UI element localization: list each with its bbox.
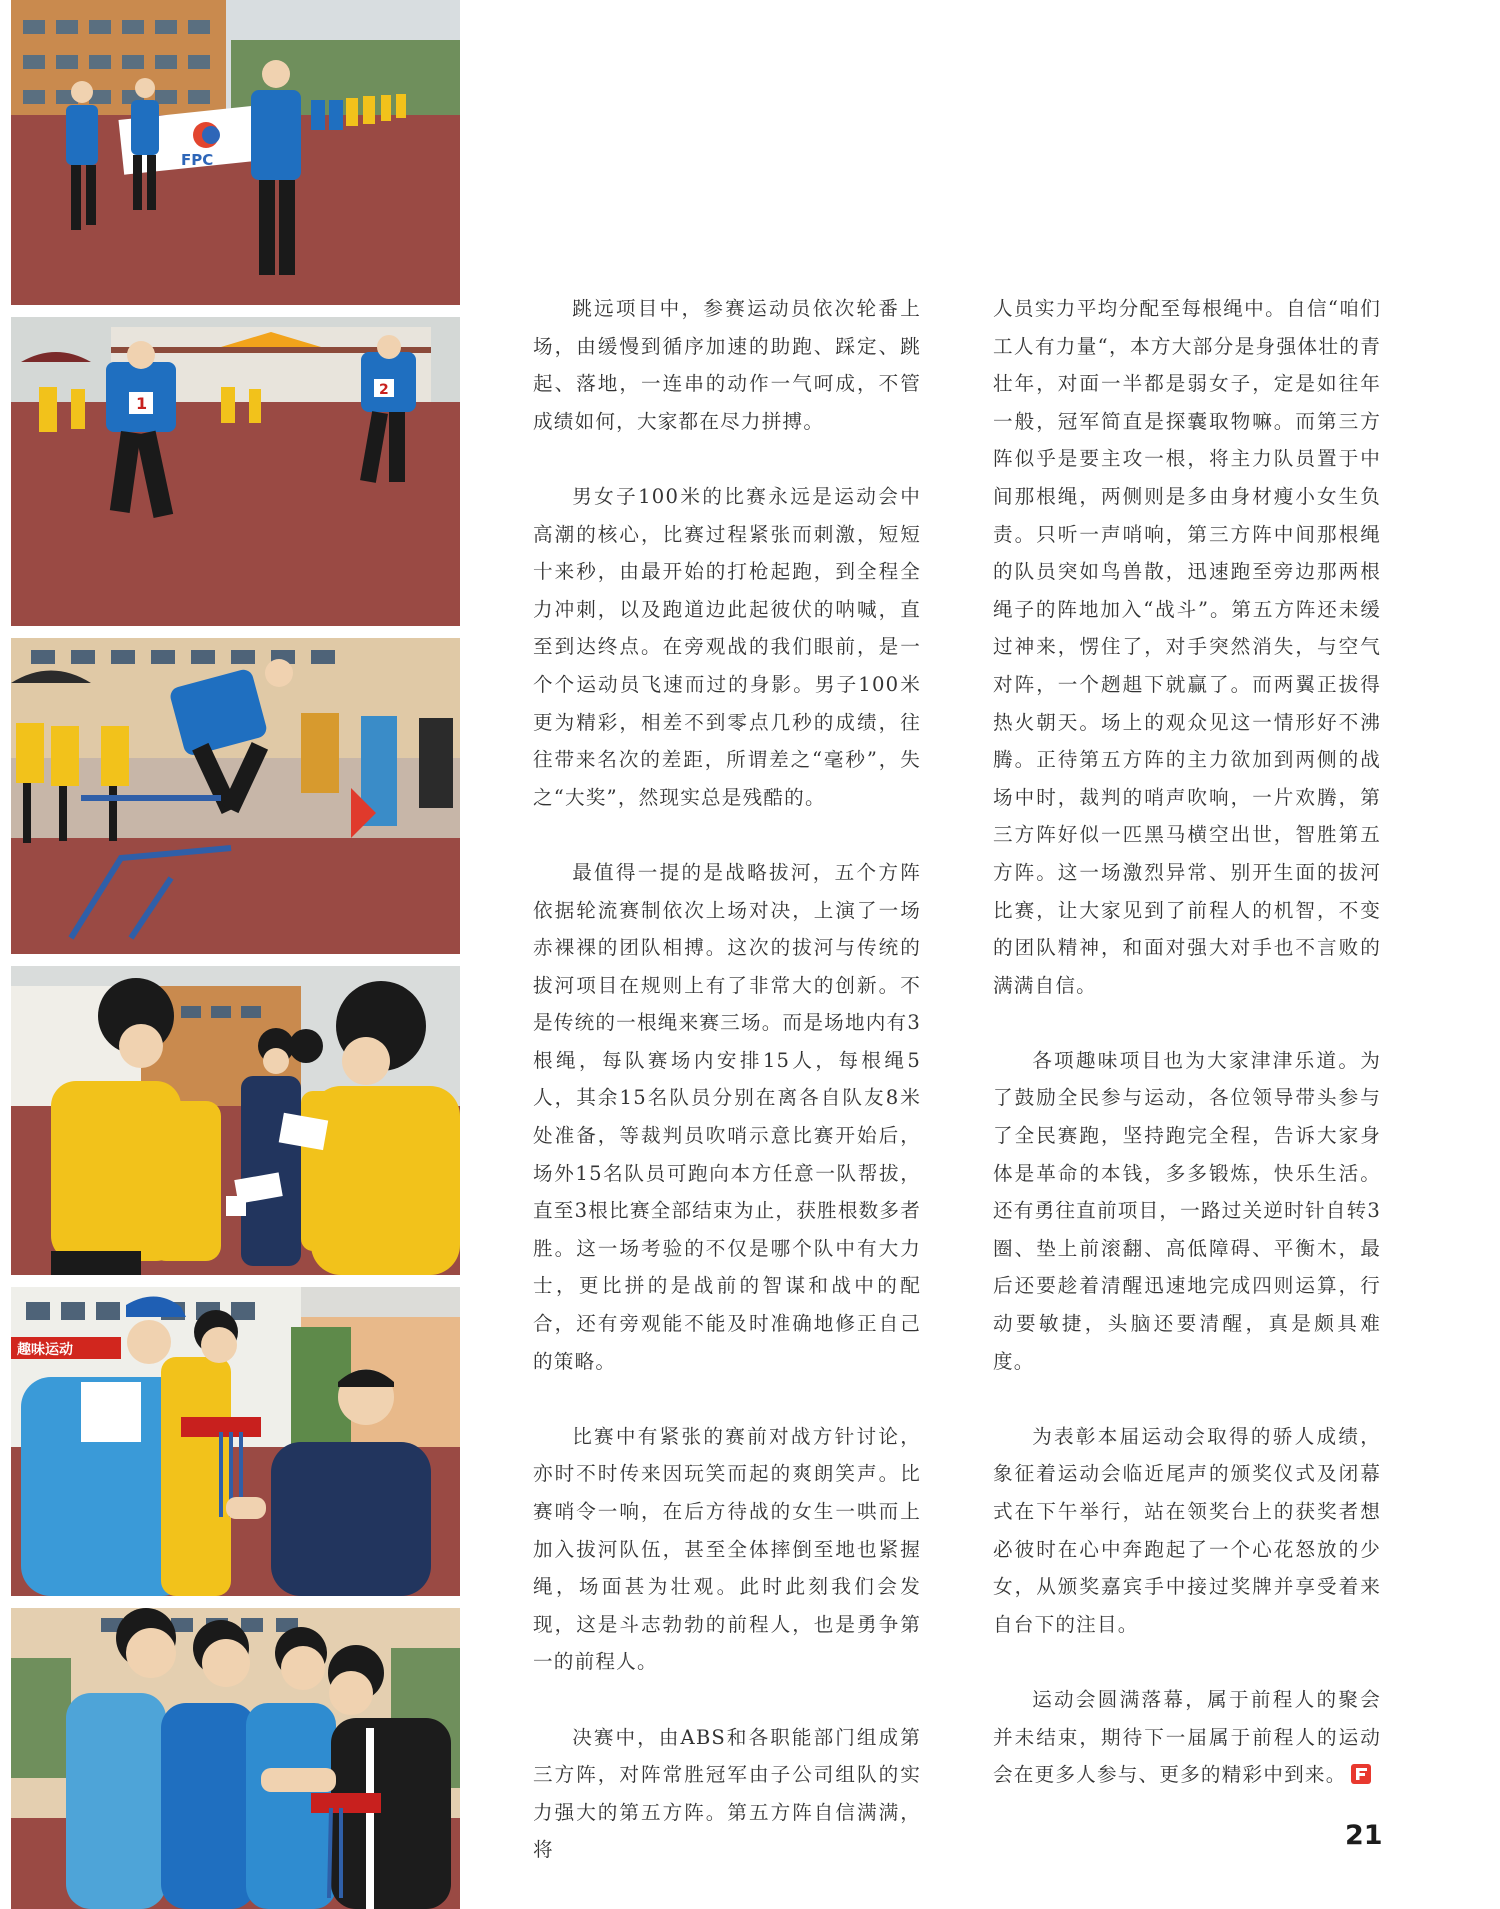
- photo-award-medals: [11, 1287, 460, 1596]
- paragraph-tug-of-war-rules: 最值得一提的是战略拔河，五个方阵依据轮流赛制依次上场对决，上演了一场赤裸裸的团队相搏。这次的拔河与传统的拔河项目在规则上有了非常大的创新。不是传统的一根绳来赛三场。而是场地内有3根绳，每队赛场内安排15人，每根绳5人，其余15名队员分别在离各自队友8米处准备，等裁判员吹哨示意比赛开始后，场外15名队员可跑向本方任意一队帮拔，直至3根比赛全部结束为止，获胜根数多者胜。这一场考验的不仅是哪个队中有大力士，更比拼的是战前的智谋和战中的配合，还有旁观能不能及时准确地修正自己的策略。: [533, 860, 921, 1373]
- photo-award-yellow-team: [11, 966, 460, 1275]
- paragraph-tug-of-war-atmosphere: 比赛中有紧张的赛前对战方针讨论，亦时不时传来因玩笑而起的爽朗笑声。比赛哨令一响，在后方待战的女生一哄而上加入拔河队伍，甚至全体摔倒至地也紧握绳，场面甚为壮观。此时此刻我们会发现，这是斗志勃勃的前程人，也是勇争第一的前程人。: [533, 1424, 921, 1674]
- bib-number-2: 2: [379, 382, 389, 398]
- photo-100m-sprint: [11, 317, 460, 626]
- bib-number-1: 1: [136, 394, 148, 413]
- photo-award-handshake: [11, 1608, 460, 1909]
- paragraph-closing: [993, 1681, 1381, 1794]
- fpc-logo-icon: [1351, 1764, 1371, 1784]
- banner-text: 趣味运动: [17, 1342, 73, 1358]
- paragraph-long-jump: 跳远项目中，参赛运动员依次轮番上场，由缓慢到循序加速的助跑、踩定、跳起、落地，一连串的动作一气呵成，不管成绩如何，大家都在尽力拼搏。: [533, 297, 921, 433]
- paragraph-final-continued: 人员实力平均分配至每根绳中。自信“咱们工人有力量“，本方大部分是身强体壮的青壮年，对面一半都是弱女子，定是如往年一般，冠军简直是探囊取物嘛。而第三方阵似乎是要主攻一根，将主力队员置于中间那根绳，两侧则是多由身材瘦小女生负责。只听一声哨响，第三方阵中间那根绳的队员突如鸟兽散，迅速跑至旁边那两根绳子的阵地加入“战斗”。第五方阵还未缓过神来，愣住了，对手突然消失，与空气对阵，一个趔趄下就赢了。而两翼正拔得热火朝天。场上的观众见这一情形好不沸腾。正待第五方阵的主力欲加到两侧的战场中时，裁判的哨声吹响，一片欢腾，第三方阵好似一匹黑马横空出世，智胜第五方阵。这一场激烈异常、别开生面的拔河比赛，让大家见到了前程人的机智，不变的团队精神，和面对强大对手也不言败的满满自信。: [993, 297, 1381, 997]
- paragraph-100m: 男女子100米的比赛永远是运动会中高潮的核心，比赛过程紧张而刺激，短短十来秒，由最开始的打枪起跑，到全程全力冲刺，以及跑道边此起彼伏的呐喊，直至到达终点。在旁观战的我们眼前，是一个个运动员飞速而过的身影。男子100米更为精彩，相差不到零点几秒的成绩，往往带来名次的差距，所谓差之“毫秒”，失之“大奖”，然现实总是残酷的。: [533, 484, 921, 809]
- banner-text: FPC: [181, 151, 214, 169]
- page-number: 21: [1345, 1820, 1383, 1851]
- article-column-left: [533, 290, 921, 1907]
- photo-opening-parade: [11, 0, 460, 305]
- photo-hurdle-jump: [11, 638, 460, 954]
- photo-column: [11, 0, 460, 1909]
- paragraph-award-ceremony: 为表彰本届运动会取得的骄人成绩，象征着运动会临近尾声的颁奖仪式及闭幕式在下午举行，站在领奖台上的获奖者想必彼时在心中奔跑起了一个心花怒放的少女，从颁奖嘉宾手中接过奖牌并享受着来自台下的注目。: [993, 1424, 1381, 1636]
- article-column-right: [993, 290, 1381, 1831]
- paragraph-final-start: 决赛中，由ABS和各职能部门组成第三方阵，对阵常胜冠军由子公司组队的实力强大的第五方阵。第五方阵自信满满，将: [533, 1725, 921, 1862]
- closing-text: 运动会圆满落幕，属于前程人的聚会并未结束，期待下一届属于前程人的运动会在更多人参与、更多的精彩中到来。: [993, 1687, 1381, 1787]
- paragraph-fun-events: 各项趣味项目也为大家津津乐道。为了鼓励全民参与运动，各位领导带头参与了全民赛跑，坚持跑完全程，告诉大家身体是革命的本钱，多多锻炼，快乐生活。还有勇往直前项目，一路过关逆时针自转3圈、垫上前滚翻、高低障碍、平衡木，最后还要趁着清醒迅速地完成四则运算，行动要敏捷，头脑还要清醒，真是颇具难度。: [993, 1048, 1381, 1373]
